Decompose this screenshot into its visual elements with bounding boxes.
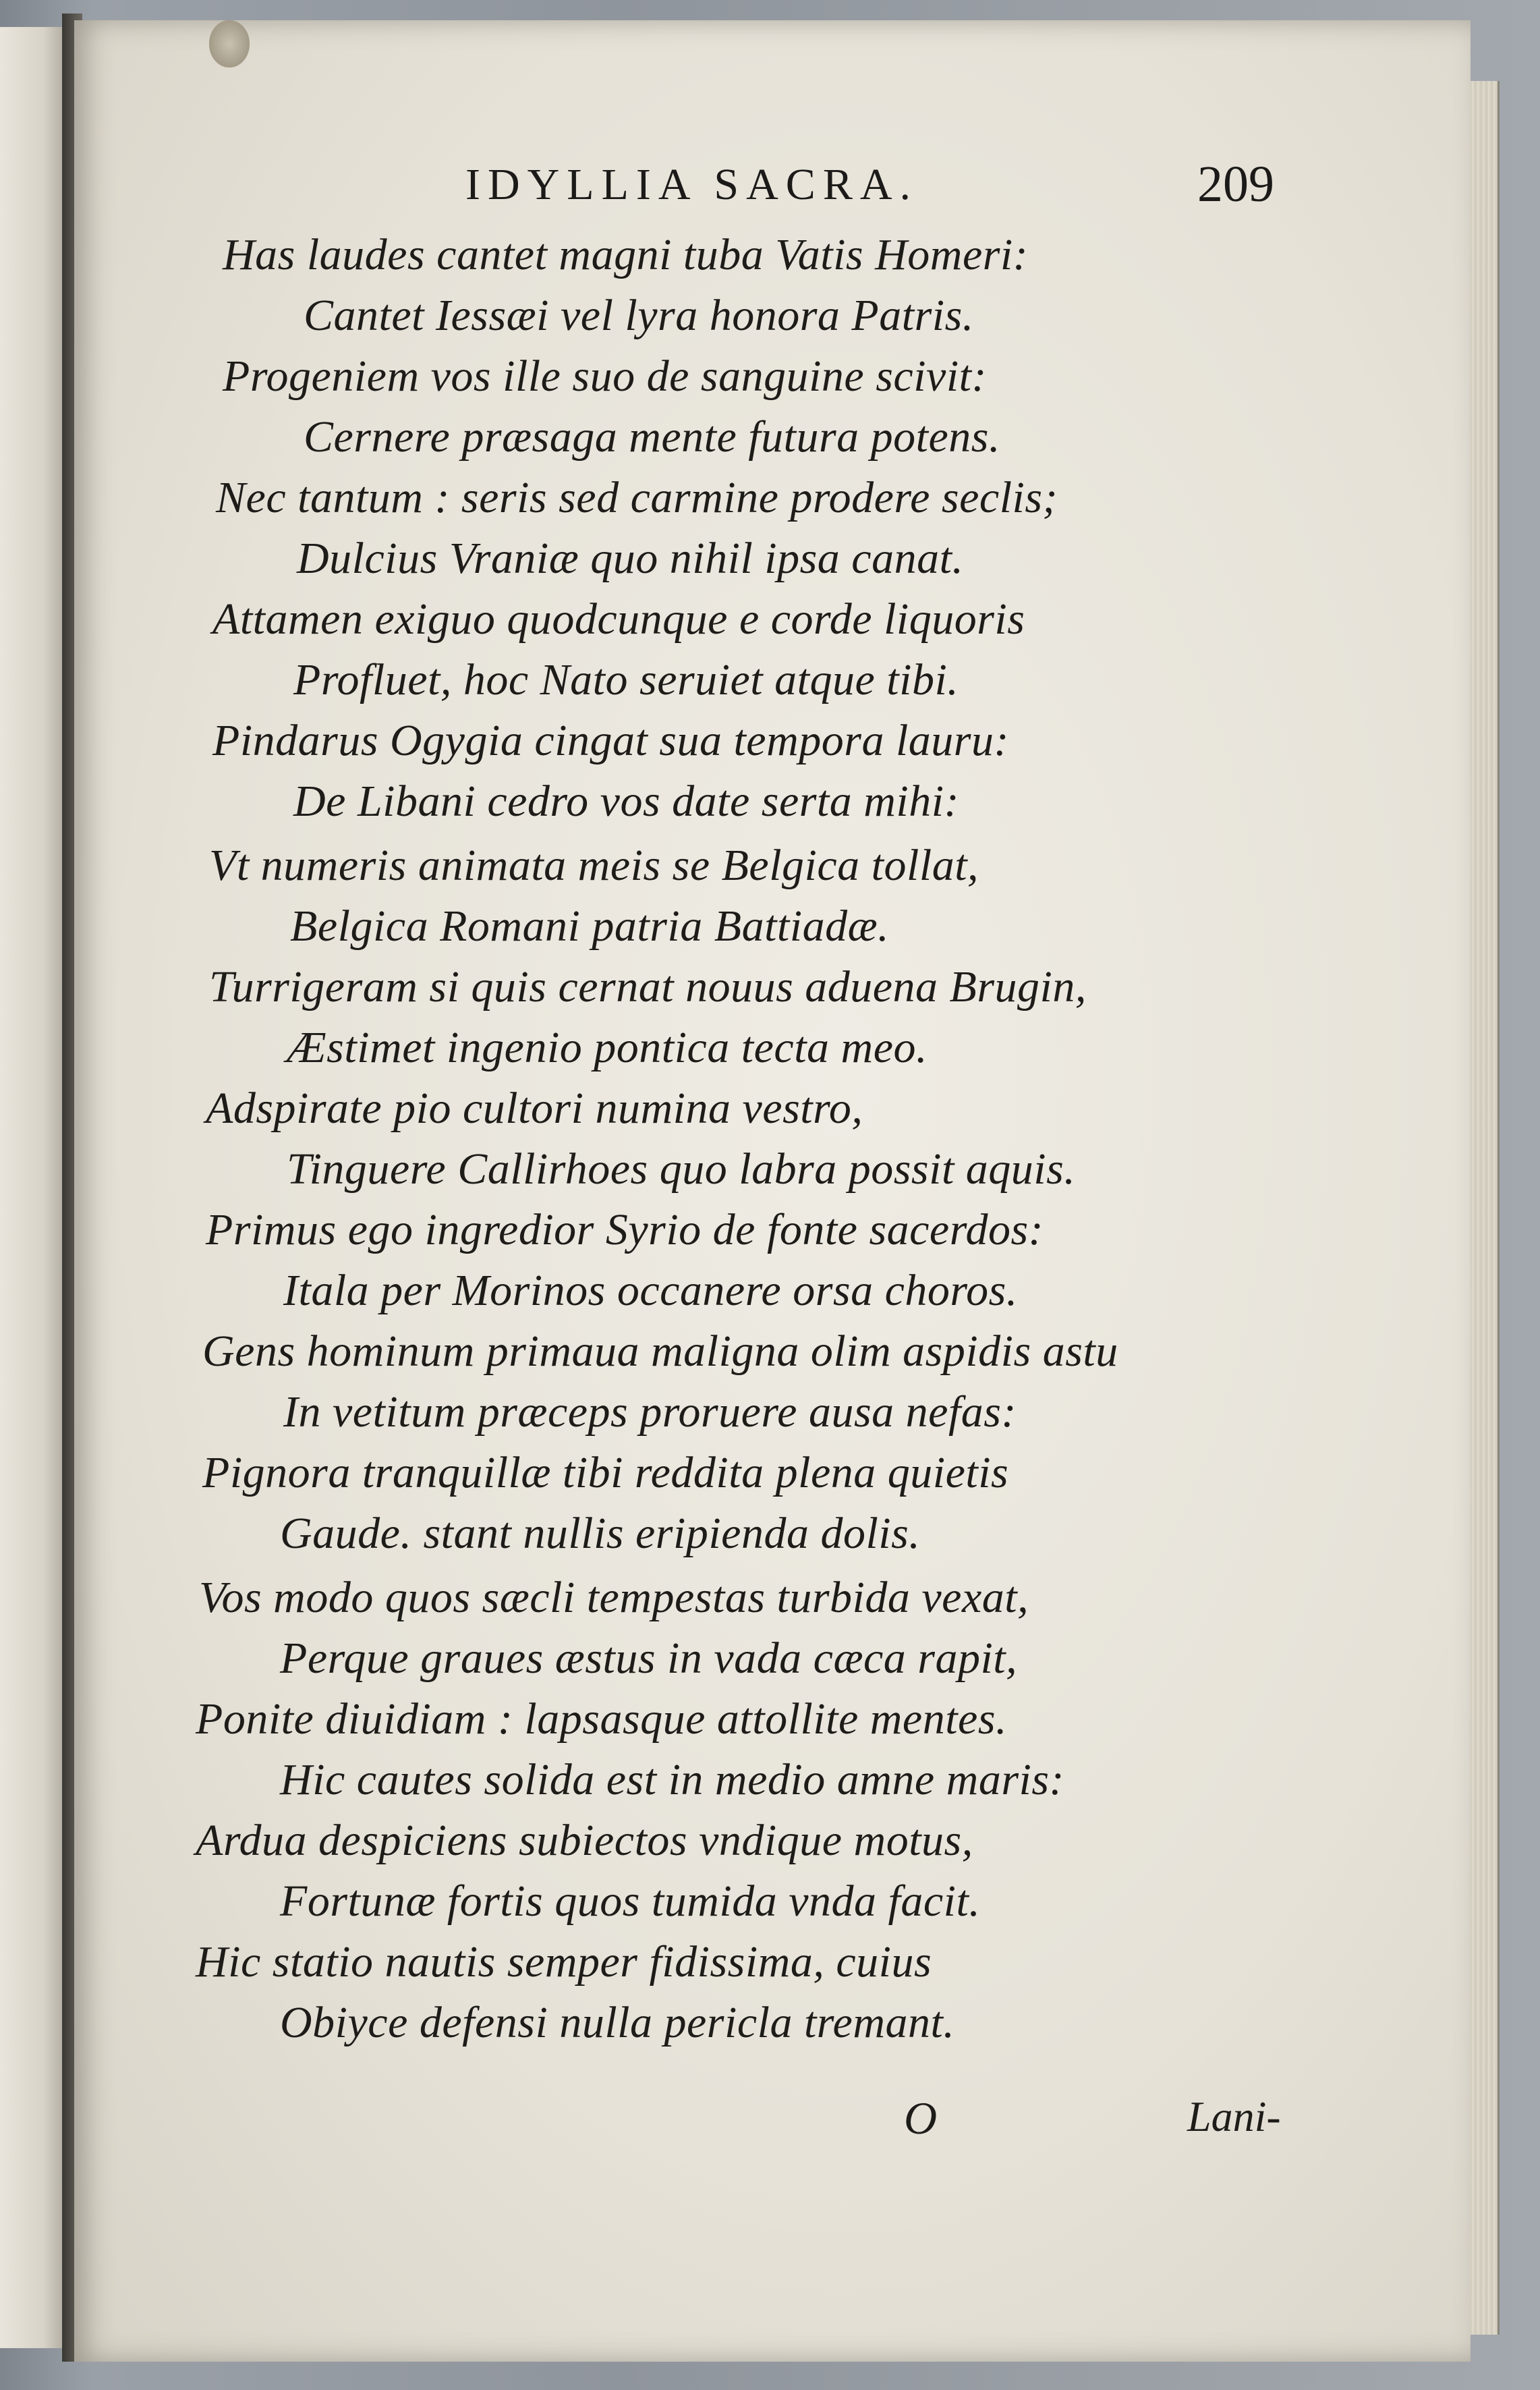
book-page: [74, 20, 1471, 2362]
verse-line: Primus ego ingredior Syrio de fonte sacerdos:: [206, 1205, 1044, 1254]
verse-line: Gens hominum primaua maligna olim aspidis astu: [202, 1327, 1118, 1376]
verse-line: Fortunæ fortis quos tumida vnda facit.: [280, 1877, 981, 1926]
left-page-edge: [0, 27, 66, 2348]
verse-line: Vt numeris animata meis se Belgica tollat,: [209, 841, 979, 890]
signature-mark: Lani-: [1187, 2092, 1281, 2140]
verse-line: Profluet, hoc Nato seruiet atque tibi.: [293, 655, 959, 704]
verse-line: Turrigeram si quis cernat nouus aduena Brugin,: [209, 962, 1087, 1011]
verse-line: Obiyce defensi nulla pericla tremant.: [280, 1998, 955, 2047]
verse-line: Ardua despiciens subiectos vndique motus,: [196, 1816, 973, 1865]
page-number: 209: [1197, 156, 1274, 213]
poem-text: [74, 20, 1471, 2362]
verse-line: Ponite diuidiam : lapsasque attollite mentes.: [196, 1694, 1008, 1744]
verse-line: Has laudes cantet magni tuba Vatis Homeri:: [223, 230, 1029, 279]
verse-line: Perque graues æstus in vada cæca rapit,: [280, 1634, 1018, 1683]
verse-line: In vetitum præceps proruere ausa nefas:: [283, 1387, 1017, 1437]
catchword: O: [904, 2092, 938, 2144]
verse-line: Hic cautes solida est in medio amne maris:: [280, 1755, 1065, 1804]
verse-line: De Libani cedro vos date serta mihi:: [293, 777, 960, 826]
verse-line: Cernere præsaga mente futura potens.: [304, 412, 1000, 462]
verse-line: Progeniem vos ille suo de sanguine scivit:: [223, 352, 987, 401]
verse-line: Attamen exiguo quodcunque e corde liquoris: [212, 594, 1025, 644]
verse-line: Hic statio nautis semper fidissima, cuius: [196, 1937, 932, 1986]
running-head: IDYLLIA SACRA.: [465, 160, 919, 209]
verse-line: Tinguere Callirhoes quo labra possit aquis.: [287, 1144, 1076, 1194]
verse-line: Nec tantum : seris sed carmine prodere seclis;: [216, 473, 1058, 522]
verse-line: Dulcius Vraniæ quo nihil ipsa canat.: [297, 534, 964, 583]
verse-line: Pignora tranquillæ tibi reddita plena quietis: [202, 1448, 1009, 1497]
verse-line: Cantet Iessæi vel lyra honora Patris.: [304, 291, 974, 340]
verse-line: Belgica Romani patria Battiadæ.: [290, 901, 890, 951]
verse-line: Itala per Morinos occanere orsa choros.: [283, 1266, 1018, 1315]
verse-line: Æstimet ingenio pontica tecta meo.: [287, 1023, 928, 1072]
verse-line: Pindarus Ogygia cingat sua tempora lauru:: [212, 716, 1009, 765]
verse-line: Adspirate pio cultori numina vestro,: [206, 1084, 863, 1133]
verse-line: Vos modo quos sæcli tempestas turbida vexat,: [199, 1573, 1029, 1622]
verse-line: Gaude. stant nullis eripienda dolis.: [280, 1509, 921, 1558]
